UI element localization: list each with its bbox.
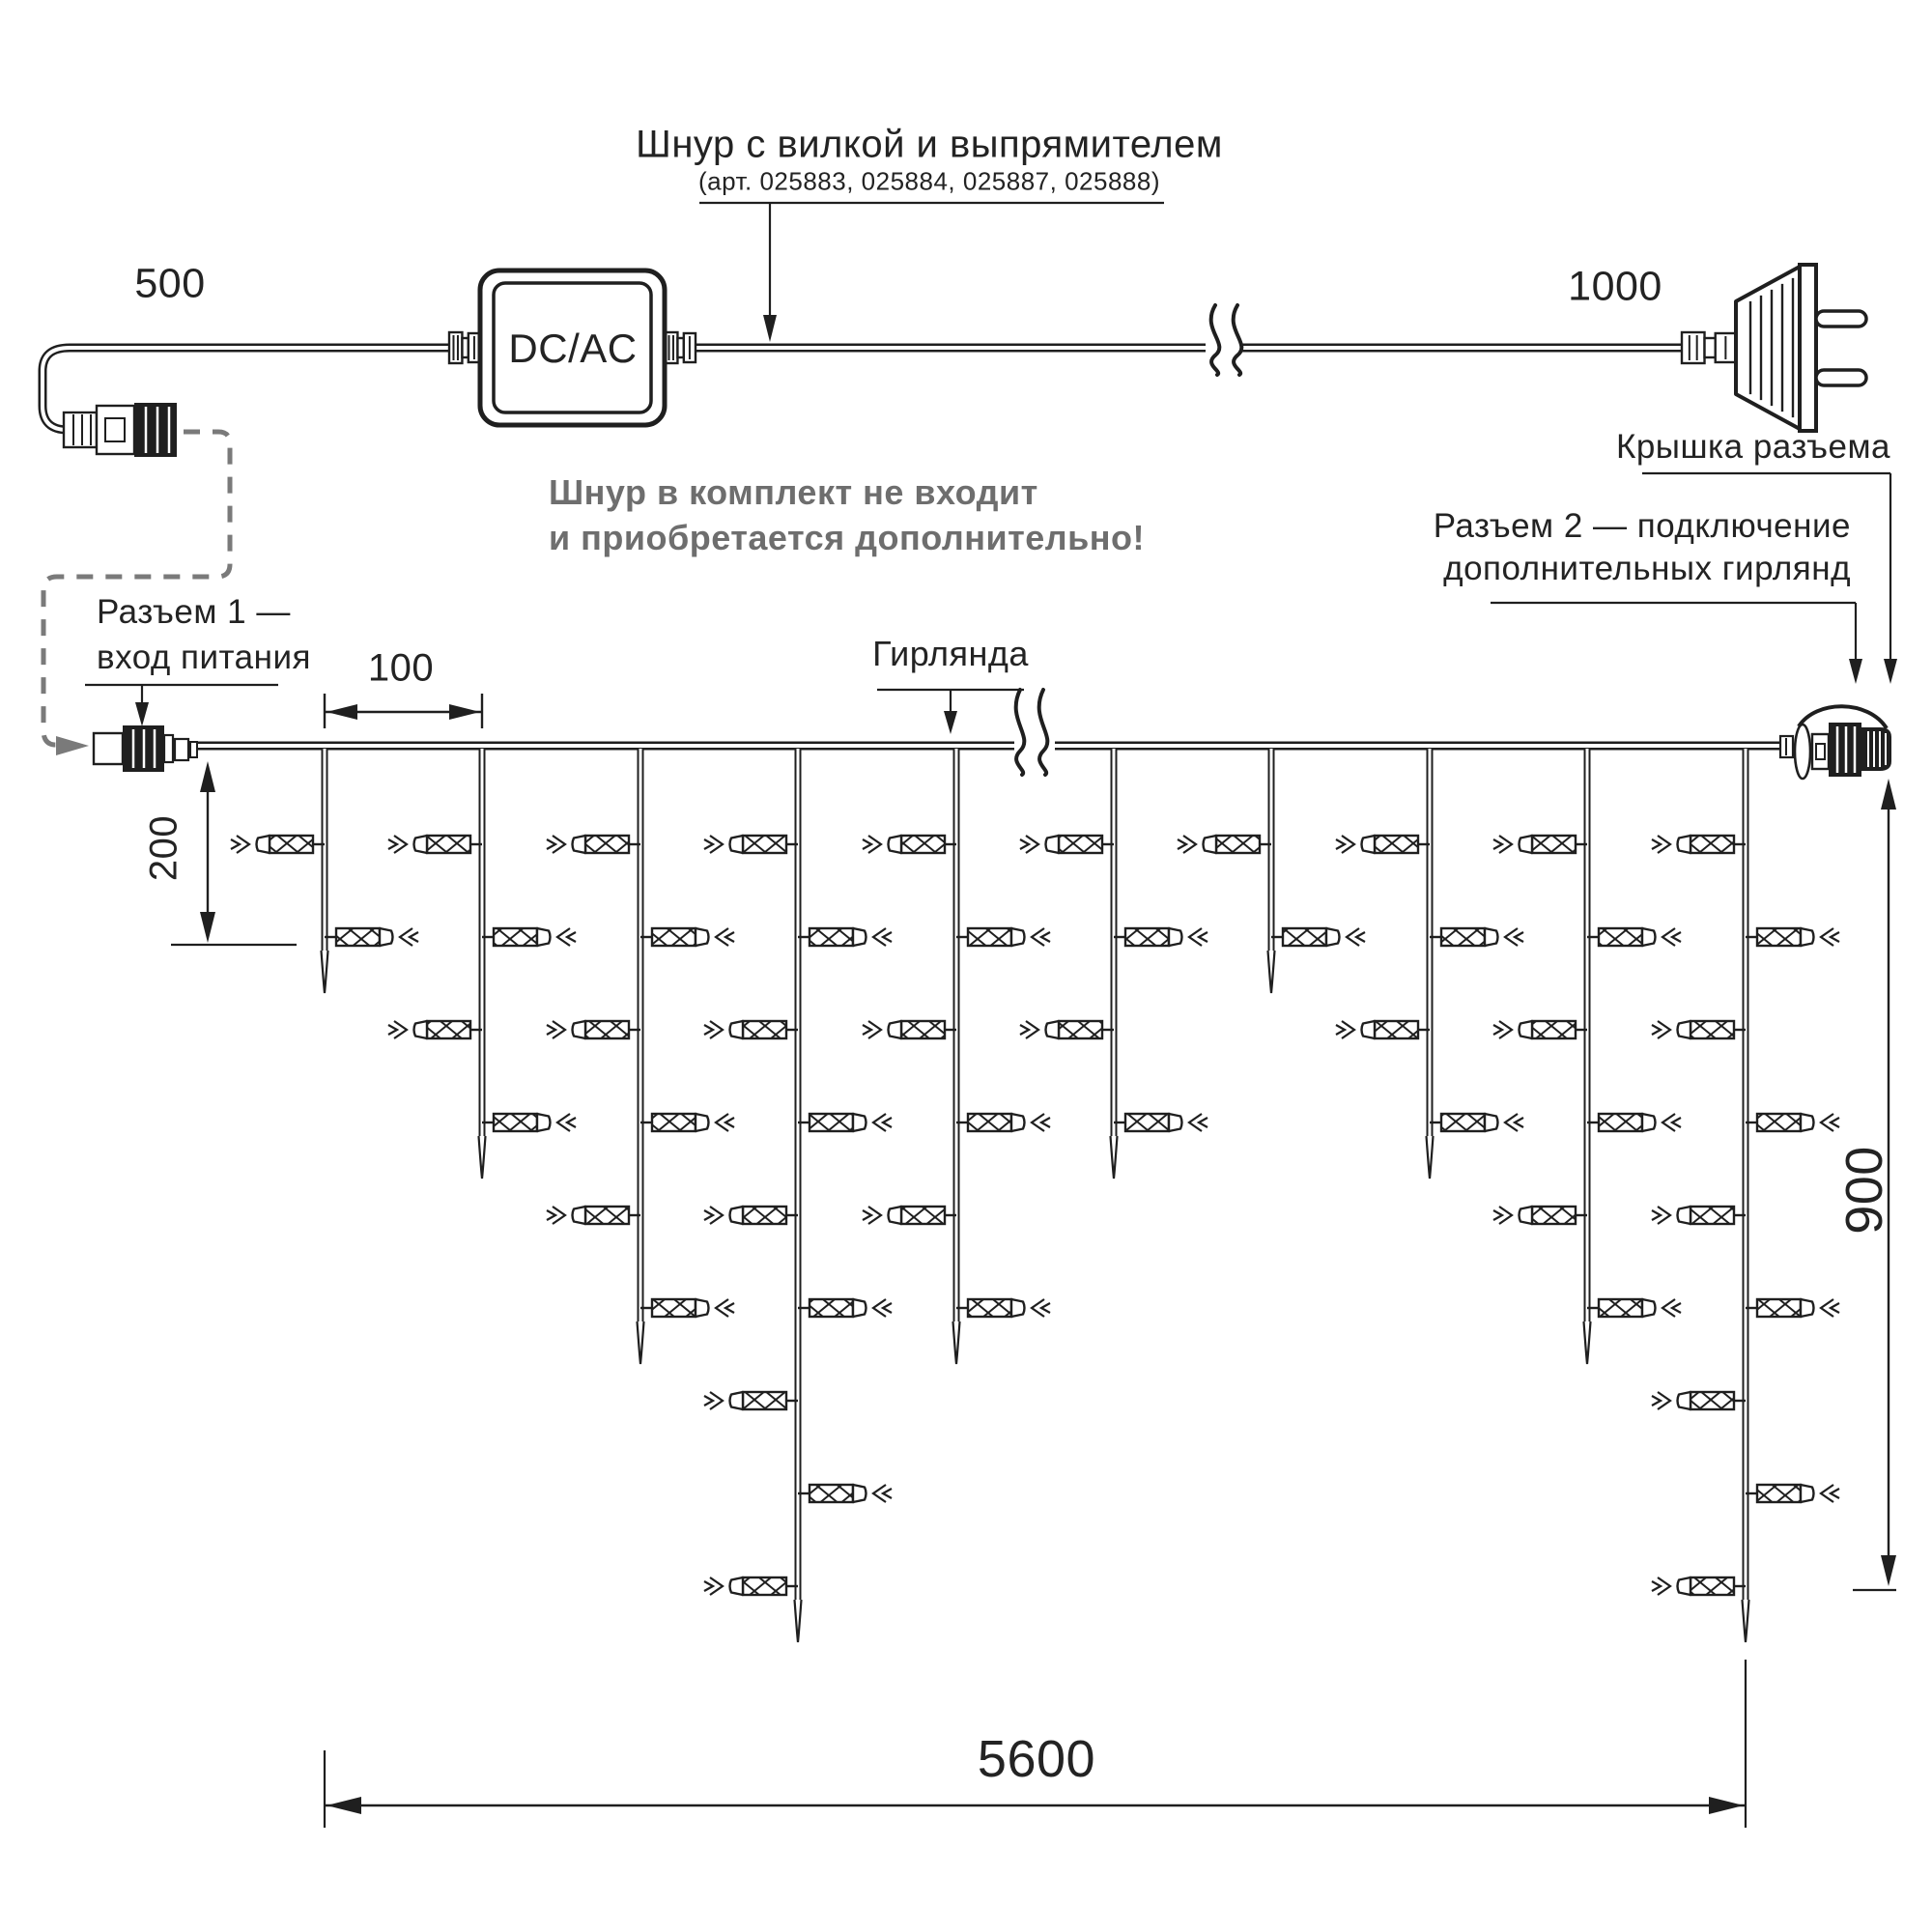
bulb-icon: [652, 1299, 734, 1317]
bulb-icon: [1652, 1577, 1734, 1595]
bulb-icon: [1652, 1207, 1734, 1224]
title-leader: [699, 203, 1164, 342]
bulb-icon: [1283, 928, 1365, 946]
dim-200-label: 200: [142, 814, 185, 882]
bulb-icon: [494, 1114, 576, 1131]
power-plug-icon: [1682, 265, 1866, 431]
bulb-icon: [1020, 836, 1102, 853]
title-line2: (арт. 025883, 025884, 025887, 025888): [697, 166, 1161, 196]
garland-drops: [231, 749, 1839, 1642]
bulb-icon: [704, 836, 786, 853]
cap-label: Крышка разъема: [1615, 428, 1890, 466]
bulb-icon: [863, 836, 945, 853]
bulb-icon: [704, 1577, 786, 1595]
bulb-icon: [810, 1114, 892, 1131]
bulb-icon: [1757, 928, 1839, 946]
bulb-icon: [1336, 836, 1418, 853]
bulb-icon: [968, 1299, 1050, 1317]
bulb-icon: [1178, 836, 1260, 853]
note-line2: и приобретается дополнительно!: [549, 518, 1145, 557]
dim-100-label: 100: [367, 646, 435, 690]
garland-leader: [877, 690, 1024, 734]
connector2-leader: [1491, 603, 1862, 684]
bulb-icon: [388, 1021, 470, 1038]
bulb-icon: [231, 836, 313, 853]
bulb-icon: [1125, 1114, 1208, 1131]
connector-2: [1780, 723, 1891, 779]
bulb-icon: [388, 836, 470, 853]
dim-500-label: 500: [134, 260, 206, 307]
bulb-icon: [863, 1021, 945, 1038]
connector1-line2: вход питания: [97, 639, 311, 676]
dim-900-label: 900: [1835, 1146, 1893, 1235]
bulb-icon: [810, 1299, 892, 1317]
bulb-icon: [494, 928, 576, 946]
drop: [1178, 749, 1365, 993]
bulb-icon: [704, 1392, 786, 1409]
drop: [1336, 749, 1523, 1179]
bulb-icon: [1757, 1485, 1839, 1502]
dim-100: [325, 694, 482, 728]
bulb-icon: [1652, 836, 1734, 853]
bulb-icon: [1757, 1299, 1839, 1317]
cord-connector: [64, 403, 177, 457]
power-cord: [43, 305, 1682, 430]
bulb-icon: [1020, 1021, 1102, 1038]
bulb-icon: [336, 928, 418, 946]
connector-1: [94, 725, 197, 772]
note-line1: Шнур в комплект не входит: [549, 472, 1038, 512]
drop: [704, 749, 892, 1642]
bulb-icon: [547, 1207, 629, 1224]
bulb-icon: [968, 928, 1050, 946]
bulb-icon: [1441, 928, 1523, 946]
bulb-icon: [704, 1021, 786, 1038]
bulb-icon: [1652, 1021, 1734, 1038]
drop: [1020, 749, 1208, 1179]
title-line1: Шнур с вилкой и выпрямителем: [636, 123, 1223, 166]
connector1-leader: [85, 685, 278, 726]
garland-label: Гирлянда: [872, 634, 1029, 673]
bulb-icon: [1493, 1207, 1576, 1224]
bulb-icon: [547, 1021, 629, 1038]
bulb-icon: [547, 836, 629, 853]
dim-1000-label: 1000: [1568, 263, 1662, 310]
drop: [231, 749, 418, 993]
bulb-icon: [1599, 1114, 1681, 1131]
dcac-label: DC/AC: [508, 326, 638, 371]
bulb-icon: [968, 1114, 1050, 1131]
drop: [1652, 749, 1839, 1642]
connector1-line1: Разъем 1 —: [97, 593, 291, 631]
bulb-icon: [704, 1207, 786, 1224]
bulb-icon: [1493, 1021, 1576, 1038]
dim-5600-label: 5600: [977, 1730, 1096, 1788]
bulb-icon: [1441, 1114, 1523, 1131]
bulb-icon: [1336, 1021, 1418, 1038]
garland-wire: [196, 690, 1780, 775]
drop: [388, 749, 576, 1179]
connector2-line1: Разъем 2 — подключение: [1433, 507, 1851, 545]
bulb-icon: [863, 1207, 945, 1224]
bulb-icon: [1757, 1114, 1839, 1131]
connector2-line2: дополнительных гирлянд: [1443, 550, 1851, 587]
bulb-icon: [810, 1485, 892, 1502]
bulb-icon: [1652, 1392, 1734, 1409]
bulb-icon: [1599, 1299, 1681, 1317]
bulb-icon: [652, 928, 734, 946]
bulb-icon: [1493, 836, 1576, 853]
bulb-icon: [810, 928, 892, 946]
bulb-icon: [1125, 928, 1208, 946]
bulb-icon: [1599, 928, 1681, 946]
bulb-icon: [652, 1114, 734, 1131]
